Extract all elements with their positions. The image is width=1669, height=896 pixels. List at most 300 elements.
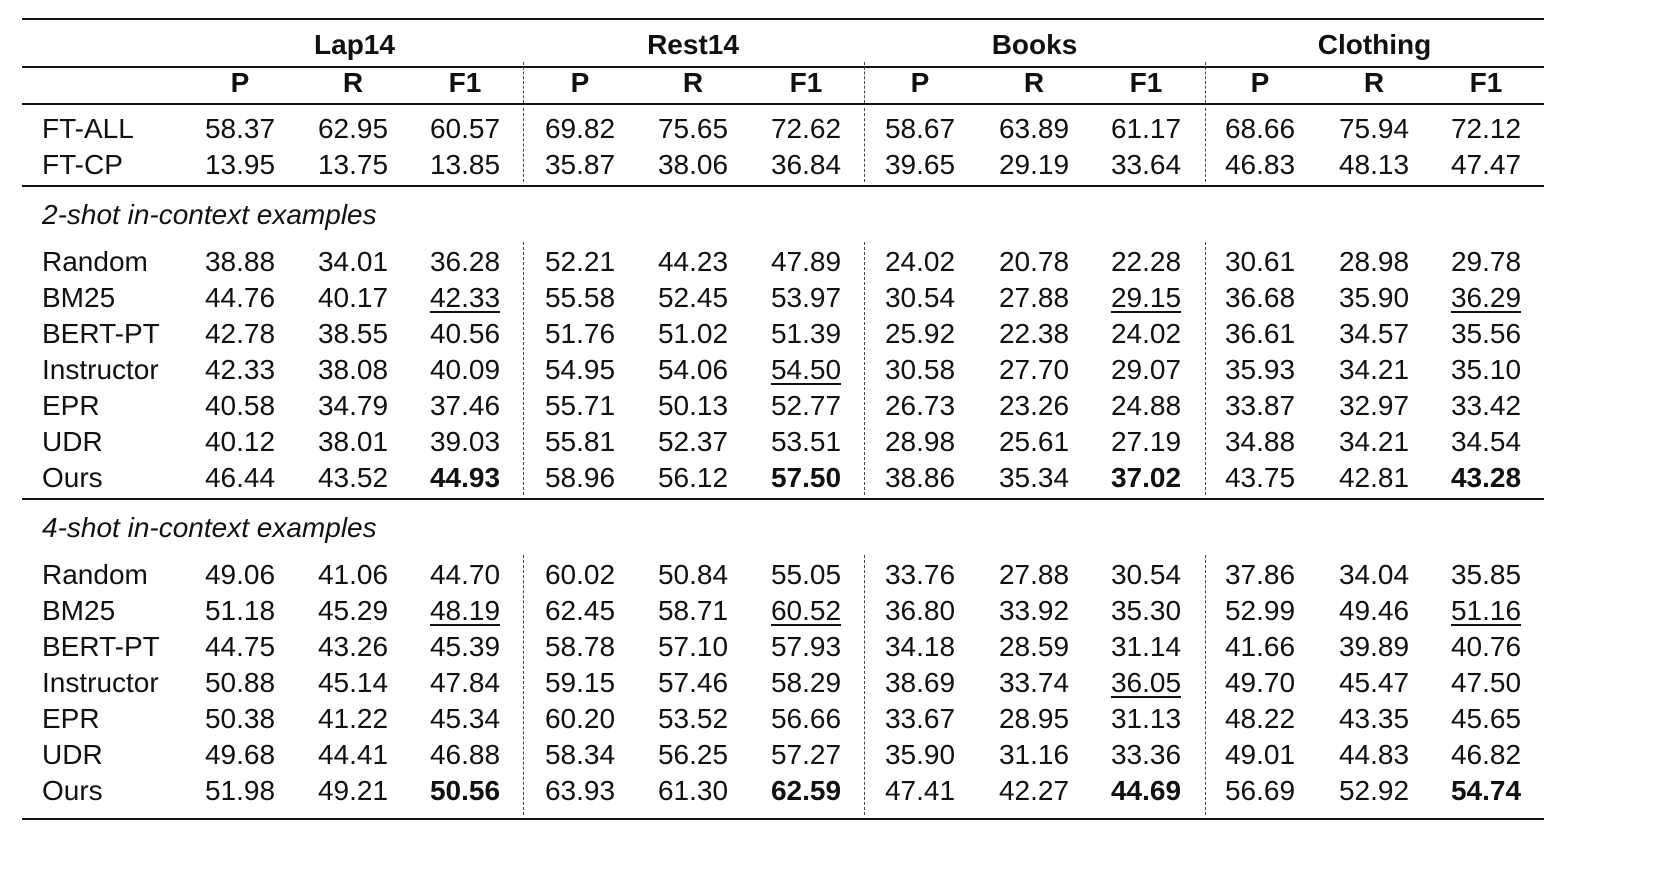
cell-value: 52.37 — [657, 426, 729, 457]
cell-value: 51.39 — [770, 318, 842, 349]
table-cell — [979, 244, 1089, 280]
table-cell — [1205, 737, 1315, 773]
table-cell — [1431, 593, 1541, 629]
cell-value: 29.78 — [1450, 246, 1522, 277]
cell-value: 35.10 — [1450, 354, 1522, 385]
table-cell — [525, 147, 635, 183]
table-cell — [638, 244, 748, 280]
method-name: BM25 — [42, 595, 116, 626]
table-cell — [1091, 147, 1201, 183]
table-cell — [185, 147, 295, 183]
cell-value: 40.58 — [204, 390, 276, 421]
table-cell — [1319, 460, 1429, 496]
cell-value: 45.39 — [429, 631, 501, 662]
cell-value: 46.44 — [204, 462, 276, 493]
cell-value: 58.29 — [770, 667, 842, 698]
table-cell — [185, 388, 295, 424]
table-cell — [865, 773, 975, 809]
method-name: Ours — [42, 462, 103, 493]
group-header-clothing: Clothing — [1317, 29, 1432, 60]
table-cell — [1205, 665, 1315, 701]
table-cell — [638, 737, 748, 773]
table-cell — [751, 701, 861, 737]
table-cell — [638, 388, 748, 424]
cell-value: 44.75 — [204, 631, 276, 662]
table-cell — [410, 737, 520, 773]
cell-value: 35.90 — [1338, 282, 1410, 313]
table-cell — [979, 352, 1089, 388]
cell-value: 25.92 — [884, 318, 956, 349]
cell-value: 75.94 — [1338, 113, 1410, 144]
table-cell — [865, 352, 975, 388]
cell-value: 33.36 — [1110, 739, 1182, 770]
cell-value: 47.47 — [1450, 149, 1522, 180]
table-cell — [1319, 773, 1429, 809]
table-cell — [525, 388, 635, 424]
cell-value: 55.81 — [544, 426, 616, 457]
table-cell — [1091, 352, 1201, 388]
group-separator — [864, 555, 865, 815]
table-cell — [979, 665, 1089, 701]
cell-value: 23.26 — [998, 390, 1070, 421]
table-cell — [865, 665, 975, 701]
table-cell — [525, 773, 635, 809]
cell-value: 38.88 — [204, 246, 276, 277]
cell-value: 33.74 — [998, 667, 1070, 698]
table-cell — [525, 244, 635, 280]
cell-value: 49.68 — [204, 739, 276, 770]
table-cell — [185, 629, 295, 665]
table-cell — [410, 244, 520, 280]
table-cell — [751, 460, 861, 496]
cell-value: 35.30 — [1110, 595, 1182, 626]
table-cell — [1431, 388, 1541, 424]
table-cell — [979, 557, 1089, 593]
header-bottom-rule — [22, 103, 1544, 105]
method-name: EPR — [42, 390, 100, 421]
table-cell — [751, 316, 861, 352]
table-cell — [638, 424, 748, 460]
table-cell — [1205, 593, 1315, 629]
cell-value: 54.06 — [657, 354, 729, 385]
cell-value: 43.52 — [317, 462, 389, 493]
table-cell — [1091, 629, 1201, 665]
method-name: UDR — [42, 739, 103, 770]
cell-value: 22.38 — [998, 318, 1070, 349]
table-cell — [865, 316, 975, 352]
cell-value: 31.13 — [1110, 703, 1182, 734]
group-separator — [1205, 242, 1206, 495]
table-cell — [298, 316, 408, 352]
table-cell — [1205, 280, 1315, 316]
cell-value: 38.06 — [657, 149, 729, 180]
table-cell — [1431, 280, 1541, 316]
cell-value: 49.70 — [1224, 667, 1296, 698]
table-cell — [1319, 111, 1429, 147]
cell-value: 62.95 — [317, 113, 389, 144]
cell-value: 38.08 — [317, 354, 389, 385]
table-cell — [865, 147, 975, 183]
table-cell — [410, 352, 520, 388]
cell-value: 34.88 — [1224, 426, 1296, 457]
cell-value: 31.14 — [1110, 631, 1182, 662]
cell-value: 44.93 — [429, 462, 501, 493]
table-cell — [1319, 352, 1429, 388]
table-cell — [410, 557, 520, 593]
cell-value: 32.97 — [1338, 390, 1410, 421]
table-cell — [298, 111, 408, 147]
method-name: Instructor — [42, 667, 159, 698]
top-rule — [22, 18, 1544, 20]
table-cell — [638, 629, 748, 665]
cell-value: 56.69 — [1224, 775, 1296, 806]
subheader-p: P — [230, 67, 250, 98]
cell-value: 68.66 — [1224, 113, 1296, 144]
cell-value: 20.78 — [998, 246, 1070, 277]
table-cell — [298, 593, 408, 629]
cell-value: 57.46 — [657, 667, 729, 698]
subheader-f1: F1 — [1129, 67, 1163, 98]
group-separator — [1205, 62, 1206, 103]
table-cell — [1319, 280, 1429, 316]
cell-value: 52.92 — [1338, 775, 1410, 806]
table-cell — [865, 557, 975, 593]
cell-value: 37.46 — [429, 390, 501, 421]
table-cell — [410, 111, 520, 147]
table-cell — [185, 280, 295, 316]
cell-value: 33.42 — [1450, 390, 1522, 421]
table-cell — [185, 665, 295, 701]
cell-value: 13.75 — [317, 149, 389, 180]
cell-value: 39.89 — [1338, 631, 1410, 662]
table-cell — [1431, 773, 1541, 809]
cell-value: 35.34 — [998, 462, 1070, 493]
cell-value: 60.52 — [770, 595, 842, 626]
group-separator — [523, 242, 524, 495]
table-cell — [751, 629, 861, 665]
cell-value: 75.65 — [657, 113, 729, 144]
table-cell — [298, 352, 408, 388]
cell-value: 54.95 — [544, 354, 616, 385]
cell-value: 33.87 — [1224, 390, 1296, 421]
cell-value: 50.88 — [204, 667, 276, 698]
cell-value: 34.79 — [317, 390, 389, 421]
table-cell — [979, 111, 1089, 147]
cell-value: 45.47 — [1338, 667, 1410, 698]
table-cell — [525, 424, 635, 460]
cell-value: 53.52 — [657, 703, 729, 734]
table-cell — [751, 352, 861, 388]
cell-value: 56.12 — [657, 462, 729, 493]
cell-value: 36.05 — [1110, 667, 1182, 698]
cell-value: 44.23 — [657, 246, 729, 277]
method-name: UDR — [42, 426, 103, 457]
table-cell — [410, 460, 520, 496]
table-cell — [525, 352, 635, 388]
cell-value: 13.95 — [204, 149, 276, 180]
bottom-rule — [22, 818, 1544, 820]
cell-value: 52.45 — [657, 282, 729, 313]
table-cell — [1319, 147, 1429, 183]
cell-value: 49.06 — [204, 559, 276, 590]
table-cell — [751, 280, 861, 316]
table-cell — [410, 629, 520, 665]
cell-value: 53.51 — [770, 426, 842, 457]
cell-value: 46.88 — [429, 739, 501, 770]
cell-value: 58.96 — [544, 462, 616, 493]
table-cell — [1091, 244, 1201, 280]
cell-value: 42.33 — [204, 354, 276, 385]
table-cell — [410, 773, 520, 809]
cell-value: 62.59 — [770, 775, 842, 806]
cell-value: 48.22 — [1224, 703, 1296, 734]
cell-value: 51.02 — [657, 318, 729, 349]
table-cell — [1319, 424, 1429, 460]
table-cell — [525, 460, 635, 496]
cell-value: 57.93 — [770, 631, 842, 662]
subheader-r: R — [1023, 67, 1045, 98]
table-cell — [638, 701, 748, 737]
table-cell — [1205, 244, 1315, 280]
cell-value: 48.13 — [1338, 149, 1410, 180]
cell-value: 51.16 — [1450, 595, 1522, 626]
cell-value: 69.82 — [544, 113, 616, 144]
table-cell — [410, 388, 520, 424]
group-header-books: Books — [991, 29, 1078, 60]
table-cell — [1091, 388, 1201, 424]
table-cell — [525, 701, 635, 737]
table-cell — [1319, 388, 1429, 424]
cell-value: 34.57 — [1338, 318, 1410, 349]
cell-value: 38.55 — [317, 318, 389, 349]
table-cell — [751, 557, 861, 593]
table-cell — [1091, 701, 1201, 737]
cell-value: 72.12 — [1450, 113, 1522, 144]
table-cell — [1431, 352, 1541, 388]
table-cell — [1319, 593, 1429, 629]
table-cell — [1205, 111, 1315, 147]
table-cell — [298, 280, 408, 316]
cell-value: 58.78 — [544, 631, 616, 662]
cell-value: 30.54 — [884, 282, 956, 313]
table-cell — [865, 593, 975, 629]
table-cell — [1205, 701, 1315, 737]
table-cell — [979, 424, 1089, 460]
subheader-p: P — [910, 67, 930, 98]
cell-value: 50.84 — [657, 559, 729, 590]
method-name: Random — [42, 246, 148, 277]
cell-value: 56.25 — [657, 739, 729, 770]
table-cell — [1091, 316, 1201, 352]
table-cell — [865, 629, 975, 665]
table-cell — [638, 316, 748, 352]
table-cell — [410, 424, 520, 460]
table-cell — [865, 244, 975, 280]
cell-value: 55.58 — [544, 282, 616, 313]
cell-value: 44.76 — [204, 282, 276, 313]
group-separator — [1205, 555, 1206, 815]
cell-value: 45.34 — [429, 703, 501, 734]
cell-value: 58.71 — [657, 595, 729, 626]
method-name: FT-CP — [42, 149, 123, 180]
table-cell — [1205, 629, 1315, 665]
method-name: FT-ALL — [42, 113, 134, 144]
table-cell — [1091, 460, 1201, 496]
group-separator — [1205, 108, 1206, 182]
cell-value: 49.01 — [1224, 739, 1296, 770]
cell-value: 36.29 — [1450, 282, 1522, 313]
table-cell — [865, 701, 975, 737]
cell-value: 40.17 — [317, 282, 389, 313]
group-separator — [523, 108, 524, 182]
table-cell — [298, 388, 408, 424]
cell-value: 41.06 — [317, 559, 389, 590]
table-cell — [751, 388, 861, 424]
cell-value: 50.38 — [204, 703, 276, 734]
table-cell — [1431, 557, 1541, 593]
table-cell — [410, 316, 520, 352]
table-cell — [410, 701, 520, 737]
cell-value: 34.21 — [1338, 354, 1410, 385]
table-cell — [1091, 280, 1201, 316]
table-cell — [1205, 460, 1315, 496]
table-cell — [1205, 352, 1315, 388]
table-cell — [638, 460, 748, 496]
cell-value: 44.69 — [1110, 775, 1182, 806]
table-cell — [979, 593, 1089, 629]
table-cell — [410, 280, 520, 316]
cell-value: 60.20 — [544, 703, 616, 734]
table-cell — [298, 557, 408, 593]
cell-value: 54.74 — [1450, 775, 1522, 806]
table-cell — [410, 593, 520, 629]
group-separator — [523, 555, 524, 815]
cell-value: 44.70 — [429, 559, 501, 590]
cell-value: 24.02 — [884, 246, 956, 277]
table-cell — [1205, 773, 1315, 809]
cell-value: 30.61 — [1224, 246, 1296, 277]
cell-value: 33.76 — [884, 559, 956, 590]
cell-value: 49.46 — [1338, 595, 1410, 626]
cell-value: 43.75 — [1224, 462, 1296, 493]
cell-value: 40.76 — [1450, 631, 1522, 662]
table-cell — [979, 737, 1089, 773]
cell-value: 29.19 — [998, 149, 1070, 180]
cell-value: 41.66 — [1224, 631, 1296, 662]
cell-value: 33.67 — [884, 703, 956, 734]
cell-value: 38.69 — [884, 667, 956, 698]
cell-value: 28.95 — [998, 703, 1070, 734]
cell-value: 34.18 — [884, 631, 956, 662]
method-name: Instructor — [42, 354, 159, 385]
table-cell — [638, 280, 748, 316]
cell-value: 37.86 — [1224, 559, 1296, 590]
method-name: BERT-PT — [42, 318, 160, 349]
group-separator — [864, 242, 865, 495]
table-cell — [751, 147, 861, 183]
table-cell — [185, 701, 295, 737]
table-cell — [525, 737, 635, 773]
table-cell — [298, 737, 408, 773]
cell-value: 40.09 — [429, 354, 501, 385]
table-cell — [525, 629, 635, 665]
table-cell — [638, 593, 748, 629]
cell-value: 57.27 — [770, 739, 842, 770]
table-cell — [1205, 424, 1315, 460]
cell-value: 47.50 — [1450, 667, 1522, 698]
table-cell — [1319, 701, 1429, 737]
cell-value: 40.56 — [429, 318, 501, 349]
table-cell — [979, 460, 1089, 496]
table-cell — [410, 665, 520, 701]
cell-value: 27.88 — [998, 282, 1070, 313]
cell-value: 35.85 — [1450, 559, 1522, 590]
table-cell — [525, 280, 635, 316]
table-cell — [1319, 737, 1429, 773]
table-cell — [1091, 773, 1201, 809]
cell-value: 28.59 — [998, 631, 1070, 662]
cell-value: 43.28 — [1450, 462, 1522, 493]
cell-value: 27.19 — [1110, 426, 1182, 457]
table-cell — [1319, 629, 1429, 665]
table-cell — [979, 773, 1089, 809]
table-cell — [1431, 424, 1541, 460]
cell-value: 53.97 — [770, 282, 842, 313]
subheader-p: P — [570, 67, 590, 98]
cell-value: 22.28 — [1110, 246, 1182, 277]
cell-value: 51.18 — [204, 595, 276, 626]
table-cell — [298, 701, 408, 737]
cell-value: 35.93 — [1224, 354, 1296, 385]
table-cell — [1431, 737, 1541, 773]
table-cell — [1091, 424, 1201, 460]
table-cell — [1319, 244, 1429, 280]
cell-value: 36.61 — [1224, 318, 1296, 349]
table-cell — [185, 111, 295, 147]
subheader-f1: F1 — [789, 67, 823, 98]
cell-value: 28.98 — [884, 426, 956, 457]
method-name: BM25 — [42, 282, 116, 313]
table-cell — [751, 773, 861, 809]
table-cell — [751, 424, 861, 460]
cell-value: 55.71 — [544, 390, 616, 421]
cell-value: 58.67 — [884, 113, 956, 144]
table-cell — [298, 424, 408, 460]
cell-value: 47.89 — [770, 246, 842, 277]
cell-value: 60.02 — [544, 559, 616, 590]
subheader-f1: F1 — [1469, 67, 1503, 98]
cell-value: 61.17 — [1110, 113, 1182, 144]
table-cell — [185, 352, 295, 388]
table-cell — [525, 665, 635, 701]
cell-value: 35.90 — [884, 739, 956, 770]
cell-value: 36.68 — [1224, 282, 1296, 313]
subheader-r: R — [1363, 67, 1385, 98]
cell-value: 46.83 — [1224, 149, 1296, 180]
group-header-rest14: Rest14 — [647, 29, 739, 60]
table-cell — [1431, 460, 1541, 496]
cell-value: 25.61 — [998, 426, 1070, 457]
cell-value: 34.01 — [317, 246, 389, 277]
table-cell — [1205, 147, 1315, 183]
cell-value: 47.41 — [884, 775, 956, 806]
table-cell — [865, 460, 975, 496]
section-title: 4-shot in-context examples — [42, 512, 377, 543]
table-cell — [638, 773, 748, 809]
table-cell — [1431, 316, 1541, 352]
table-cell — [979, 629, 1089, 665]
cell-value: 63.89 — [998, 113, 1070, 144]
